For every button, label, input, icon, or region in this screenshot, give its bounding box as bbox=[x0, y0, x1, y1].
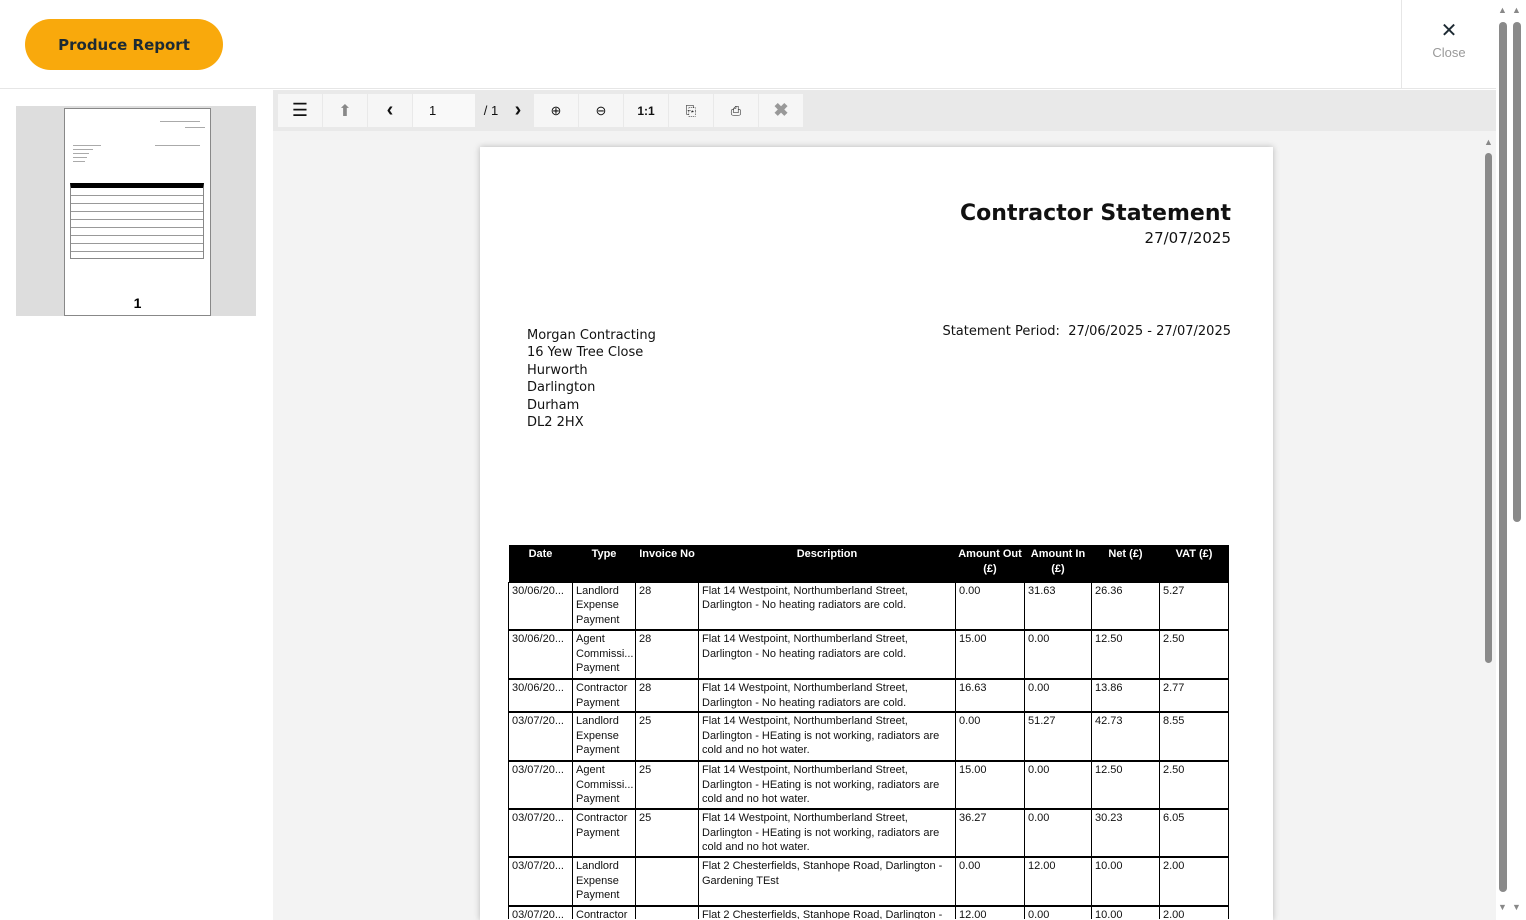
thumbnail-page-number: 1 bbox=[133, 295, 142, 311]
table-cell: 0.00 bbox=[956, 712, 1025, 761]
previous-page-button[interactable] bbox=[368, 94, 412, 127]
thumbnail-text-line bbox=[73, 157, 87, 158]
zoom-in-button[interactable] bbox=[534, 94, 578, 127]
period-label: Statement Period: bbox=[942, 324, 1060, 339]
table-cell bbox=[636, 906, 699, 919]
table-cell: 15.00 bbox=[956, 761, 1025, 809]
table-cell: 25 bbox=[636, 712, 699, 761]
scrollbar-thumb[interactable] bbox=[1499, 22, 1507, 892]
table-row bbox=[509, 582, 1229, 630]
table-row bbox=[509, 761, 1229, 809]
table-cell: 51.27 bbox=[1025, 712, 1092, 761]
cell-value: 10.00 bbox=[1095, 909, 1123, 919]
page-thumbnail[interactable] bbox=[16, 106, 256, 316]
table-cell: 25 bbox=[636, 761, 699, 809]
table-cell: Flat 14 Westpoint, Northumberland Street, Darlington - HEating is not working, radiators are cold and no hot water. bbox=[699, 809, 956, 857]
chevron-left-icon: ‹ bbox=[386, 99, 394, 121]
close-label: Close bbox=[1432, 45, 1466, 60]
statement-period bbox=[942, 324, 1231, 339]
report-title: Contractor Statement bbox=[960, 201, 1231, 226]
table-row bbox=[509, 906, 1229, 919]
table-cell: 0.00 bbox=[1025, 809, 1092, 857]
table-cell: Flat 14 Westpoint, Northumberland Street, Darlington - No heating radiators are cold. bbox=[699, 582, 956, 630]
table-cell: 8.55 bbox=[1160, 712, 1229, 761]
table-cell: 5.27 bbox=[1160, 582, 1229, 630]
column-header: Date bbox=[509, 545, 573, 582]
table-cell: 30/06/20... bbox=[509, 679, 573, 712]
address-line: DL2 2HX bbox=[527, 415, 584, 431]
scroll-up-icon[interactable]: ▲ bbox=[1512, 5, 1521, 15]
table-cell bbox=[1160, 906, 1229, 919]
menu-button[interactable] bbox=[278, 94, 322, 127]
table-cell: Flat 14 Westpoint, Northumberland Street, Darlington - HEating is not working, radiators are cold and no hot water. bbox=[699, 712, 956, 761]
statement-table bbox=[508, 545, 1229, 919]
table-cell bbox=[1092, 906, 1160, 919]
thumbnail-text-line bbox=[73, 145, 101, 146]
address-line: Durham bbox=[527, 397, 580, 413]
thumbnail-table bbox=[70, 183, 204, 259]
table-cell: 28 bbox=[636, 679, 699, 712]
table-cell: 0.00 bbox=[1025, 761, 1092, 809]
contractor-address bbox=[527, 327, 656, 431]
column-header: VAT (£) bbox=[1160, 545, 1229, 582]
export-icon: ⎘ bbox=[685, 102, 697, 118]
thumbnail-text-line bbox=[73, 161, 85, 162]
column-header: Amount Out (£) bbox=[956, 545, 1025, 582]
table-cell: Flat 14 Westpoint, Northumberland Street, Darlington - No heating radiators are cold. bbox=[699, 630, 956, 679]
table-cell bbox=[573, 906, 636, 919]
table-cell: 28 bbox=[636, 582, 699, 630]
table-cell: 42.73 bbox=[1092, 712, 1160, 761]
table-cell: 03/07/20... bbox=[509, 712, 573, 761]
table-cell: 2.50 bbox=[1160, 630, 1229, 679]
report-date: 27/07/2025 bbox=[1144, 229, 1231, 247]
address-line: Hurworth bbox=[527, 362, 588, 378]
table-cell: Flat 14 Westpoint, Northumberland Street, Darlington - No heating radiators are cold. bbox=[699, 679, 956, 712]
document-viewer bbox=[273, 131, 1496, 920]
table-cell: 2.00 bbox=[1160, 857, 1229, 906]
page-total: / 1 bbox=[483, 103, 499, 118]
page-number-input[interactable]: 1 bbox=[413, 94, 475, 127]
thumbnail-page[interactable] bbox=[64, 108, 211, 316]
table-cell: 0.00 bbox=[956, 857, 1025, 906]
column-header: Amount In (£) bbox=[1025, 545, 1092, 582]
print-button[interactable] bbox=[714, 94, 758, 127]
table-cell: 36.27 bbox=[956, 809, 1025, 857]
table-cell: Landlord Expense Payment bbox=[573, 712, 636, 761]
zoom-out-button[interactable] bbox=[579, 94, 623, 127]
scrollbar-thumb[interactable] bbox=[1513, 22, 1521, 522]
table-cell: 12.50 bbox=[1092, 761, 1160, 809]
chevron-right-icon: › bbox=[514, 99, 522, 121]
viewer-toolbar bbox=[273, 90, 1496, 131]
table-row bbox=[509, 857, 1229, 906]
table-cell: 30/06/20... bbox=[509, 630, 573, 679]
table-cell: 0.00 bbox=[1025, 630, 1092, 679]
table-cell: Agent Commissi... Payment bbox=[573, 630, 636, 679]
table-cell bbox=[699, 906, 956, 919]
table-cell: 28 bbox=[636, 630, 699, 679]
table-cell: 2.50 bbox=[1160, 761, 1229, 809]
close-icon: ✖ bbox=[773, 100, 789, 120]
scroll-up-icon[interactable]: ▲ bbox=[1498, 5, 1507, 15]
column-header: Type bbox=[573, 545, 636, 582]
table-cell bbox=[509, 906, 573, 919]
produce-report-button[interactable]: Produce Report bbox=[25, 19, 223, 70]
zoom-in-icon: ⊕ bbox=[550, 102, 562, 118]
thumbnail-panel bbox=[0, 90, 272, 920]
report-page bbox=[480, 147, 1273, 920]
period-value: 27/06/2025 - 27/07/2025 bbox=[1068, 324, 1231, 339]
table-cell: 10.00 bbox=[1092, 857, 1160, 906]
table-cell: Contractor Payment bbox=[573, 809, 636, 857]
table-cell bbox=[956, 906, 1025, 919]
table-cell: 26.36 bbox=[1092, 582, 1160, 630]
viewer-scrollbar[interactable] bbox=[1481, 137, 1496, 920]
zoom-out-icon: ⊖ bbox=[595, 102, 607, 118]
table-row bbox=[509, 679, 1229, 712]
table-row bbox=[509, 630, 1229, 679]
table-cell: 03/07/20... bbox=[509, 761, 573, 809]
cell-value: 03/07/20... bbox=[512, 909, 564, 919]
thumbnail-text-line bbox=[185, 127, 205, 128]
table-cell: Agent Commissi... Payment bbox=[573, 761, 636, 809]
table-cell: 31.63 bbox=[1025, 582, 1092, 630]
next-page-button[interactable] bbox=[503, 94, 533, 127]
column-header: Invoice No bbox=[636, 545, 699, 582]
cell-value: Contractor bbox=[576, 909, 628, 919]
table-cell: Landlord Expense Payment bbox=[573, 582, 636, 630]
scroll-up-icon[interactable]: ▲ bbox=[1484, 137, 1493, 147]
table-cell: 30/06/20... bbox=[509, 582, 573, 630]
page-scrollbar[interactable] bbox=[1496, 0, 1526, 920]
close-viewer-button[interactable] bbox=[759, 94, 803, 127]
table-cell bbox=[1025, 906, 1092, 919]
table-row bbox=[509, 712, 1229, 761]
column-header: Description bbox=[699, 545, 956, 582]
table-cell: 6.05 bbox=[1160, 809, 1229, 857]
cell-value: 12.00 bbox=[959, 909, 987, 919]
table-cell: Landlord Expense Payment bbox=[573, 857, 636, 906]
menu-icon: ☰ bbox=[291, 100, 309, 120]
table-row bbox=[509, 809, 1229, 857]
table-cell: 15.00 bbox=[956, 630, 1025, 679]
cell-value: 2.00 bbox=[1163, 909, 1185, 919]
table-cell: Contractor Payment bbox=[573, 679, 636, 712]
thumbnail-text-line bbox=[73, 153, 89, 154]
close-icon: ✕ bbox=[1440, 20, 1458, 42]
close-button[interactable] bbox=[1401, 0, 1496, 89]
column-header: Net (£) bbox=[1092, 545, 1160, 582]
scroll-down-icon[interactable]: ▼ bbox=[1512, 902, 1521, 912]
scroll-down-icon[interactable]: ▼ bbox=[1498, 902, 1507, 912]
table-cell: 0.00 bbox=[956, 582, 1025, 630]
header bbox=[0, 0, 1496, 89]
table-cell: 03/07/20... bbox=[509, 857, 573, 906]
actual-size-button[interactable]: 1:1 bbox=[624, 94, 668, 127]
table-cell: 12.00 bbox=[1025, 857, 1092, 906]
address-line: Morgan Contracting bbox=[527, 328, 656, 343]
table-cell: 30.23 bbox=[1092, 809, 1160, 857]
table-cell: 03/07/20... bbox=[509, 809, 573, 857]
first-page-button[interactable] bbox=[323, 94, 367, 127]
table-cell: Flat 2 Chesterfields, Stanhope Road, Darlington - Gardening TEst bbox=[699, 857, 956, 906]
print-icon: ⎙ bbox=[730, 102, 742, 118]
table-cell: 2.77 bbox=[1160, 679, 1229, 712]
table-cell: Flat 14 Westpoint, Northumberland Street, Darlington - HEating is not working, radiators are cold and no hot water. bbox=[699, 761, 956, 809]
table-cell: 0.00 bbox=[1025, 679, 1092, 712]
arrow-up-icon: ⬆ bbox=[338, 102, 352, 120]
table-cell: 12.50 bbox=[1092, 630, 1160, 679]
export-button[interactable] bbox=[669, 94, 713, 127]
cell-value: 0.00 bbox=[1028, 909, 1050, 919]
table-cell bbox=[636, 857, 699, 906]
table-cell: 13.86 bbox=[1092, 679, 1160, 712]
thumbnail-text-line bbox=[160, 121, 200, 122]
address-line: 16 Yew Tree Close bbox=[527, 345, 644, 361]
scrollbar-thumb[interactable] bbox=[1485, 153, 1492, 663]
address-line: Darlington bbox=[527, 380, 596, 396]
cell-value: Flat 2 Chesterfields, Stanhope Road, Darlington - bbox=[702, 909, 943, 919]
thumbnail-text-line bbox=[155, 145, 200, 146]
thumbnail-text-line bbox=[73, 149, 93, 150]
table-cell: 16.63 bbox=[956, 679, 1025, 712]
table-cell: 25 bbox=[636, 809, 699, 857]
cell-value bbox=[639, 908, 695, 919]
